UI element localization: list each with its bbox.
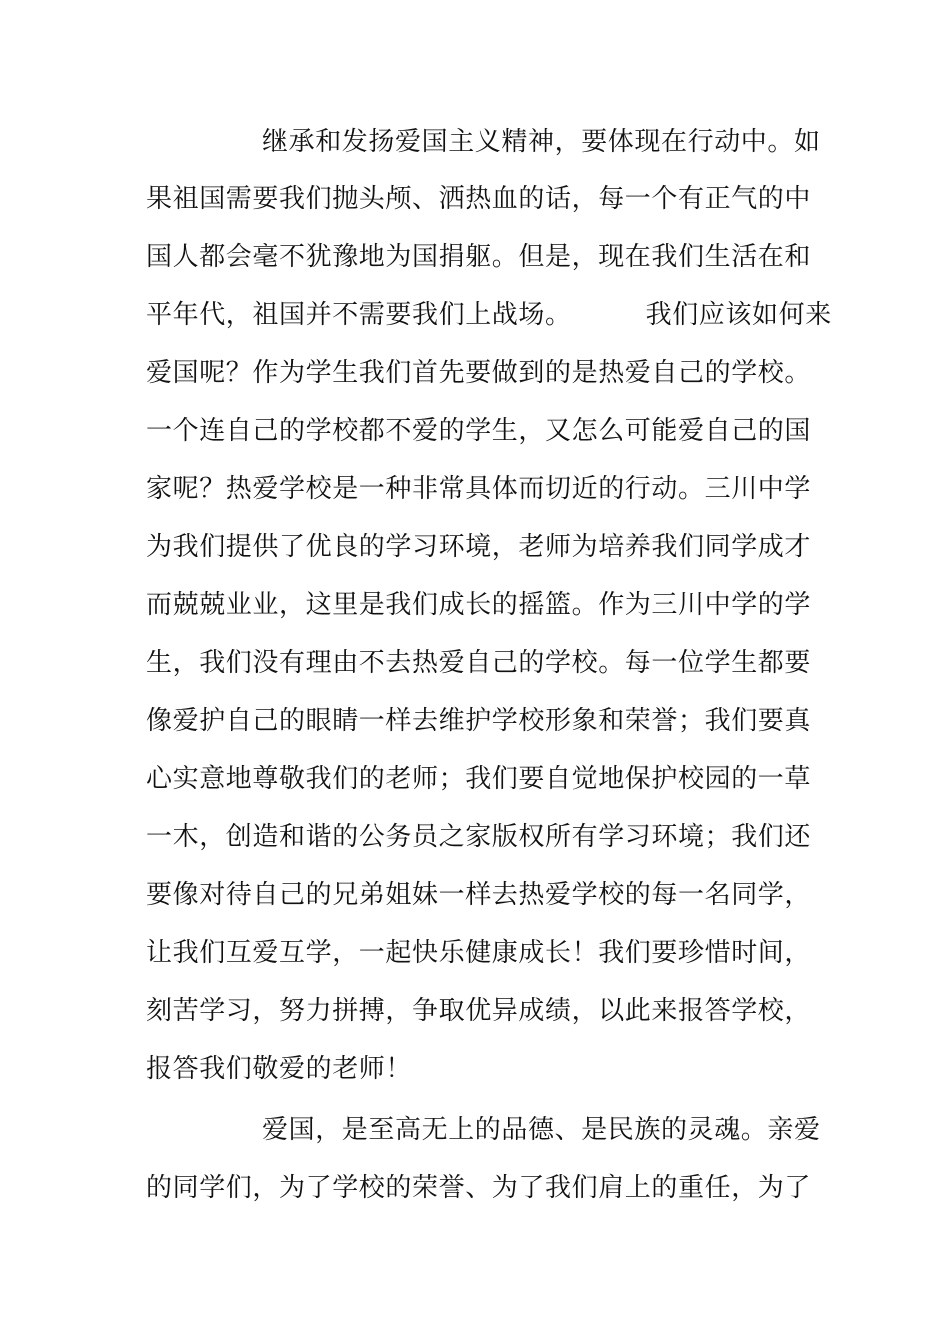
paragraph-1-line-13: 一木，创造和谐的公务员之家版权所有学习环境；我们还 — [146, 822, 812, 852]
paragraph-1-line-4-part-1: 平年代，祖国并不需要我们上战场。 — [146, 300, 572, 330]
paragraph-1-line-11: 像爱护自己的眼睛一样去维护学校形象和荣誉；我们要真 — [146, 706, 812, 736]
paragraph-1-line-7: 家呢？热爱学校是一种非常具体而切近的行动。三川中学 — [146, 474, 812, 504]
paragraph-1-line-4 — [146, 295, 832, 335]
paragraph-1-line-15: 让我们互爱互学，一起快乐健康成长！我们要珍惜时间， — [146, 938, 812, 968]
paragraph-1-line-6: 一个连自己的学校都不爱的学生，又怎么可能爱自己的国 — [146, 416, 812, 446]
paragraph-1-line-9: 而兢兢业业，这里是我们成长的摇篮。作为三川中学的学 — [146, 590, 812, 620]
paragraph-1-line-16: 刻苦学习，努力拼搏，争取优异成绩，以此来报答学校， — [146, 996, 812, 1026]
paragraph-1-line-12: 心实意地尊敬我们的老师；我们要自觉地保护校园的一草 — [146, 764, 812, 794]
paragraph-1-line-3: 国人都会毫不犹豫地为国捐躯。但是，现在我们生活在和 — [146, 242, 812, 272]
paragraph-2-line-1: 爱国，是至高无上的品德、是民族的灵魂。亲爱 — [262, 1115, 821, 1145]
paragraph-1-line-8: 为我们提供了优良的学习环境，老师为培养我们同学成才 — [146, 532, 812, 562]
paragraph-1-line-17: 报答我们敬爱的老师！ — [146, 1054, 413, 1084]
paragraph-2-line-2: 的同学们，为了学校的荣誉、为了我们肩上的重任，为了 — [146, 1173, 812, 1203]
paragraph-1-line-5: 爱国呢？作为学生我们首先要做到的是热爱自己的学校。 — [146, 358, 812, 388]
paragraph-1-line-4-part-2: 我们应该如何来 — [645, 300, 832, 330]
paragraph-1-line-1: 继承和发扬爱国主义精神，要体现在行动中。如 — [262, 127, 821, 157]
paragraph-1-line-2: 果祖国需要我们抛头颅、洒热血的话，每一个有正气的中 — [146, 184, 812, 214]
paragraph-1-line-14: 要像对待自己的兄弟姐妹一样去热爱学校的每一名同学， — [146, 880, 812, 910]
paragraph-1-line-10: 生，我们没有理由不去热爱自己的学校。每一位学生都要 — [146, 648, 812, 678]
